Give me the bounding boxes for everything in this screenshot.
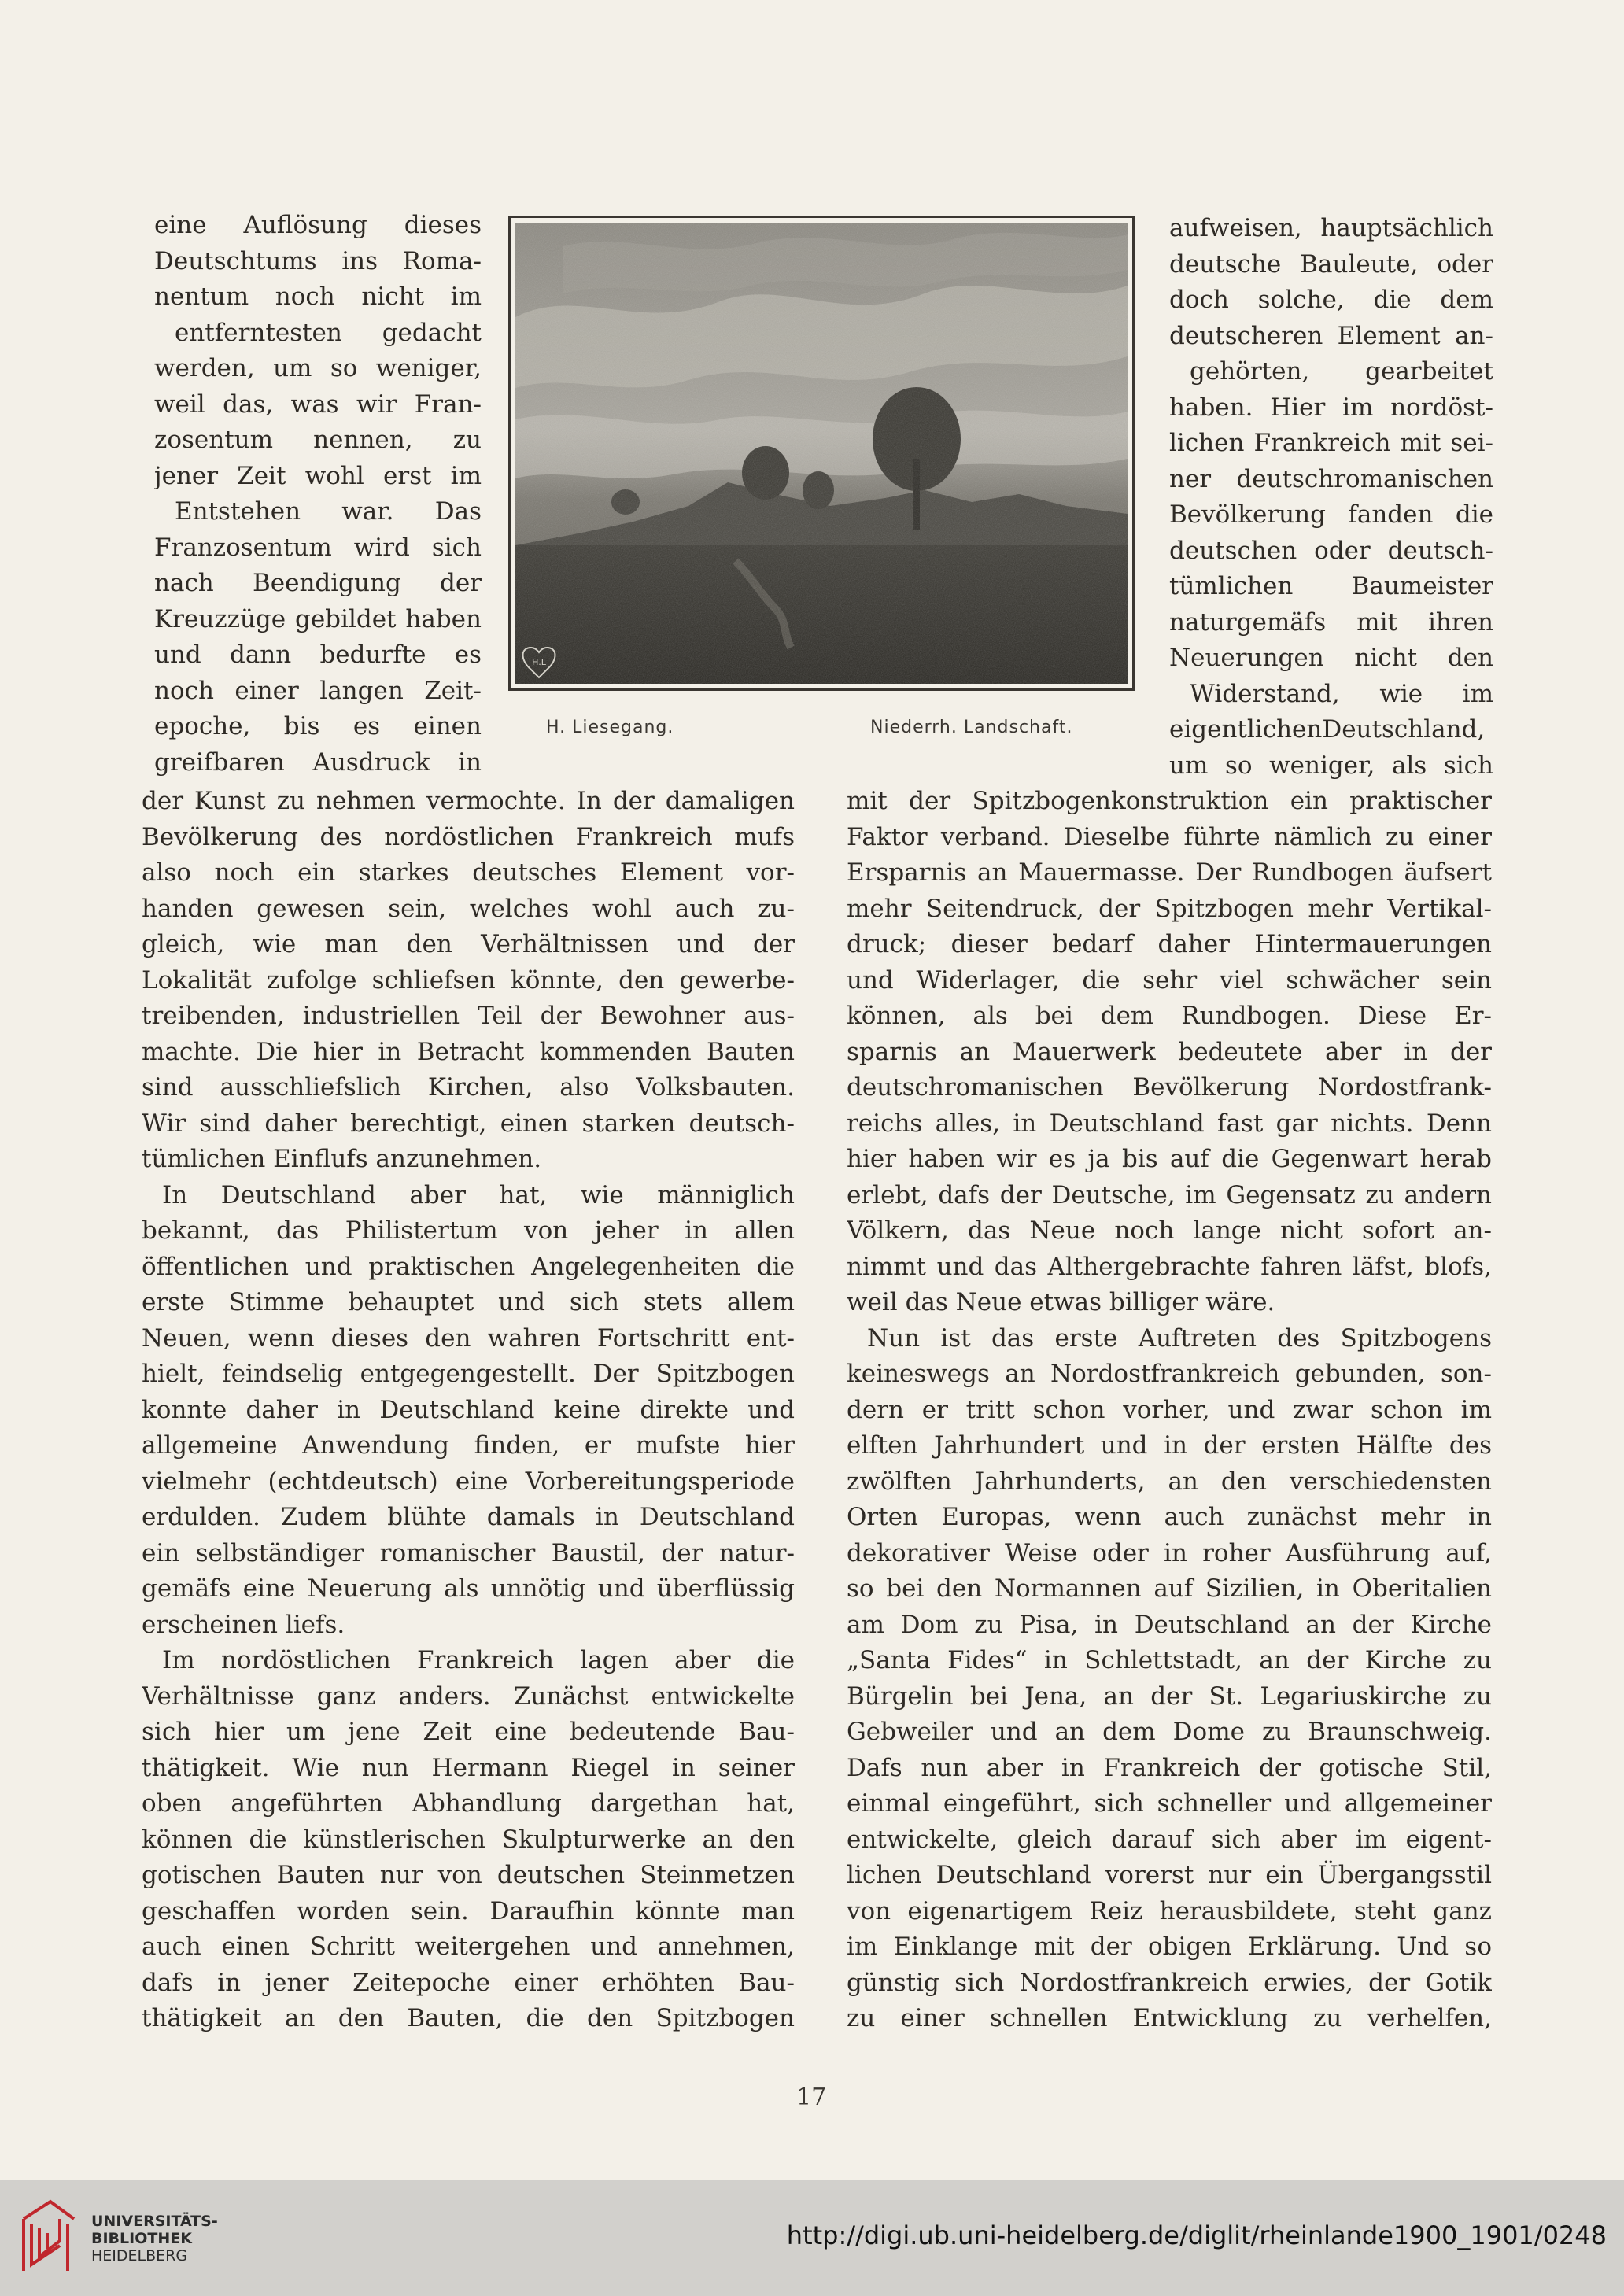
text-line: entwickelte, gleich darauf sich aber im eigent- (847, 1825, 1492, 1854)
caption-title: Niederrh. Landschaft. (870, 718, 1073, 737)
text-line: Kreuzzüge gebildet haben (154, 604, 482, 633)
text-line: von eigenartigem Reiz herausbildete, steht ganz (847, 1896, 1492, 1925)
text-line: Faktor verband. Dieselbe führte nämlich zu einer (847, 822, 1492, 851)
text-line: Franzosentum wird sich (154, 533, 482, 562)
text-line: einmal eingeführt, sich schneller und allgemeiner (847, 1789, 1492, 1818)
text-line: eigentlichenDeutschland, (1169, 715, 1486, 744)
text-line: handen gewesen sein, welches wohl auch zu- (142, 894, 795, 923)
text-line: oben angeführten Abhandlung dargethan hat, (142, 1789, 795, 1818)
text-line: sparnis an Mauerwerk bedeutete aber in der (847, 1037, 1492, 1066)
text-line: epoche, bis es einen (154, 712, 482, 740)
text-line: machte. Die hier in Betracht kommenden Bauten (142, 1037, 795, 1066)
text-line: gehörten, gearbeitet (1190, 357, 1493, 386)
text-line: zwölften Jahrhunderts, an den verschiedensten (847, 1467, 1492, 1496)
text-line: hielt, feindselig entgegengestellt. Der Spitzbogen (142, 1360, 795, 1388)
text-line: doch solche, die dem (1169, 286, 1493, 314)
text-line: nach Beendigung der (154, 569, 482, 597)
library-logo-icon (19, 2195, 79, 2277)
text-line: weil das, was wir Fran- (154, 389, 482, 419)
text-line: im Einklange mit der obigen Erklärung. Und so (847, 1932, 1492, 1961)
footer-bar (0, 2180, 1624, 2296)
text-line: sind ausschliefslich Kirchen, also Volksbauten. (142, 1073, 795, 1102)
text-line: günstig sich Nordostfrankreich erwies, der Gotik (847, 1968, 1492, 1997)
text-line: können, als bei dem Rundbogen. Diese Er- (847, 1002, 1492, 1030)
text-line: deutschen oder deutsch- (1169, 536, 1493, 565)
text-line: lichen Deutschland vorerst nur ein Übergangsstil (847, 1861, 1492, 1889)
library-name: UNIVERSITÄTS- BIBLIOTHEK HEIDELBERG (91, 2213, 218, 2265)
text-line: haben. Hier im nordöst- (1169, 393, 1493, 422)
text-line: „Santa Fides“ in Schlettstadt, an der Kirche zu (847, 1646, 1492, 1674)
text-line: Entstehen war. Das (175, 497, 482, 526)
text-line: elften Jahrhundert und in der ersten Hälfte des (847, 1431, 1492, 1460)
text-line: am Dom zu Pisa, in Deutschland an der Kirche (847, 1610, 1492, 1639)
text-line: deutscheren Element an- (1169, 321, 1493, 350)
text-line: erlebt, dafs der Deutsche, im Gegensatz zu andern (847, 1180, 1492, 1209)
source-url-link[interactable]: http://digi.ub.uni-heidelberg.de/diglit/rheinlande1900_1901/0248 (786, 2220, 1607, 2250)
text-line: öffentlichen und praktischen Angelegenheiten die (142, 1252, 795, 1281)
text-line: nimmt und das Althergebrachte fahren läfst, blofs, (847, 1252, 1492, 1281)
text-line: thätigkeit an den Bauten, die den Spitzbogen (142, 2004, 795, 2032)
svg-text:H.L: H.L (532, 657, 546, 667)
right-wrap-column (1169, 211, 1493, 784)
text-line: und dann bedurfte es (154, 640, 482, 669)
text-line: noch einer langen Zeit- (154, 676, 482, 705)
text-line: entferntesten gedacht (175, 318, 482, 347)
text-line: dafs in jener Zeitepoche einer erhöhten Bau- (142, 1968, 795, 1997)
text-line: tümlichen Baumeister (1169, 572, 1493, 600)
text-line: Lokalität zufolge schliefsen könnte, den gewerbe- (142, 965, 795, 995)
text-line: geschaffen worden sein. Daraufhin könnte man (142, 1896, 795, 1925)
text-line: mehr Seitendruck, der Spitzbogen mehr Vertikal- (847, 894, 1492, 923)
text-line: eine Auflösung dieses (154, 211, 482, 239)
text-line: keineswegs an Nordostfrankreich gebunden, son- (847, 1360, 1492, 1388)
text-line: Wir sind daher berechtigt, einen starken deutsch- (142, 1109, 795, 1138)
text-line: Bevölkerung des nordöstlichen Frankreich mufs (142, 822, 795, 851)
text-line: um so weniger, als sich (1169, 751, 1493, 780)
text-line: thätigkeit. Wie nun Hermann Riegel in seiner (142, 1753, 795, 1782)
text-line: vielmehr (echtdeutsch) eine Vorbereitungsperiode (142, 1467, 795, 1496)
left-text-column (142, 784, 795, 2037)
text-line: naturgemäfs mit ihren (1169, 607, 1493, 637)
text-line: sich hier um jene Zeit eine bedeutende Bau- (142, 1718, 795, 1746)
text-line: Widerstand, wie im (1190, 679, 1493, 708)
text-line: können die künstlerischen Skulpturwerke an den (142, 1825, 795, 1854)
text-line: dern er tritt schon vorher, und zwar schon im (847, 1395, 1492, 1424)
text-line: deutsche Bauleute, oder (1169, 249, 1493, 279)
text-line: Nun ist das erste Auftreten des Spitzbogens (867, 1323, 1492, 1353)
text-line: Bürgelin bei Jena, an der St. Legariuskirche zu (847, 1681, 1492, 1711)
left-wrap-column (154, 208, 482, 781)
text-line: zosentum nennen, zu (154, 426, 482, 454)
text-line: allgemeine Anwendung finden, er mufste hier (142, 1431, 795, 1460)
text-line: lichen Frankreich mit sei- (1169, 429, 1493, 457)
text-line: druck; dieser bedarf daher Hintermauerungen (847, 930, 1492, 958)
page-number: 17 (796, 2084, 827, 2111)
text-line: ner deutschromanischen (1169, 464, 1493, 493)
text-line: Orten Europas, wenn auch zunächst mehr in (847, 1503, 1492, 1531)
text-line: gotischen Bauten nur von deutschen Steinmetzen (142, 1861, 795, 1889)
text-line: so bei den Normannen auf Sizilien, in Oberitalien (847, 1574, 1492, 1603)
text-line: gemäfs eine Neuerung als unnötig und überflüssig (142, 1574, 795, 1603)
caption-artist: H. Liesegang. (546, 718, 674, 737)
painting-illustration (508, 216, 1135, 691)
text-line: Im nordöstlichen Frankreich lagen aber die (162, 1646, 795, 1674)
text-line: zu einer schnellen Entwicklung zu verhelfen, (847, 2004, 1492, 2032)
text-line: mit der Spitzbogenkonstruktion ein praktischer (847, 787, 1492, 815)
text-line: Deutschtums ins Roma- (154, 246, 482, 275)
text-line: tümlichen Einflufs anzunehmen. (142, 1145, 542, 1173)
text-line: In Deutschland aber hat, wie männiglich (162, 1180, 795, 1209)
text-line: weil das Neue etwas billiger wäre. (847, 1288, 1275, 1316)
text-line: gleich, wie man den Verhältnissen und der (142, 930, 795, 958)
text-line: deutschromanischen Bevölkerung Nordostfrank- (847, 1073, 1492, 1102)
text-line: erdulden. Zudem blühte damals in Deutschland (142, 1503, 795, 1531)
text-line: Neuen, wenn dieses den wahren Fortschritt ent- (142, 1323, 795, 1353)
text-line: hier haben wir es ja bis auf die Gegenwart herab (847, 1145, 1492, 1173)
text-line: dekorativer Weise oder in roher Ausführung auf, (847, 1538, 1492, 1567)
text-line: bekannt, das Philistertum von jeher in allen (142, 1216, 795, 1245)
text-line: auch einen Schritt weitergehen und annehmen, (142, 1932, 795, 1961)
text-line: Völkern, das Neue noch lange nicht sofort an- (847, 1216, 1492, 1245)
text-line: Dafs nun aber in Frankreich der gotische Stil, (847, 1753, 1492, 1782)
text-line: also noch ein starkes deutsches Element vor- (142, 858, 795, 887)
text-line: Gebweiler und an dem Dome zu Braunschweig. (847, 1718, 1492, 1746)
text-line: konnte daher in Deutschland keine direkte und (142, 1395, 795, 1424)
text-line: erste Stimme behauptet und sich stets allem (142, 1288, 795, 1316)
text-line: werden, um so weniger, (154, 354, 482, 382)
text-line: nentum noch nicht im (154, 282, 482, 311)
text-line: Ersparnis an Mauermasse. Der Rundbogen äufsert (847, 858, 1492, 887)
text-line: treibenden, industriellen Teil der Bewohner aus- (142, 1002, 795, 1030)
text-line: aufweisen, hauptsächlich (1169, 214, 1493, 242)
text-line: jener Zeit wohl erst im (154, 461, 482, 490)
text-line: Bevölkerung fanden die (1169, 500, 1493, 529)
text-line: ein selbständiger romanischer Baustil, der natur- (142, 1538, 795, 1567)
landscape-painting (515, 223, 1128, 684)
text-line: greifbaren Ausdruck in (154, 747, 482, 777)
text-line: und Widerlager, die sehr viel schwächer sein (847, 965, 1492, 995)
text-line: Neuerungen nicht den (1169, 644, 1493, 672)
text-line: der Kunst zu nehmen vermochte. In der damaligen (142, 787, 795, 815)
text-line: Verhältnisse ganz anders. Zunächst entwickelte (142, 1681, 795, 1711)
right-text-column (847, 784, 1492, 2037)
text-line: erscheinen liefs. (142, 1610, 345, 1639)
text-line: reichs alles, in Deutschland fast gar nichts. Denn (847, 1109, 1492, 1138)
